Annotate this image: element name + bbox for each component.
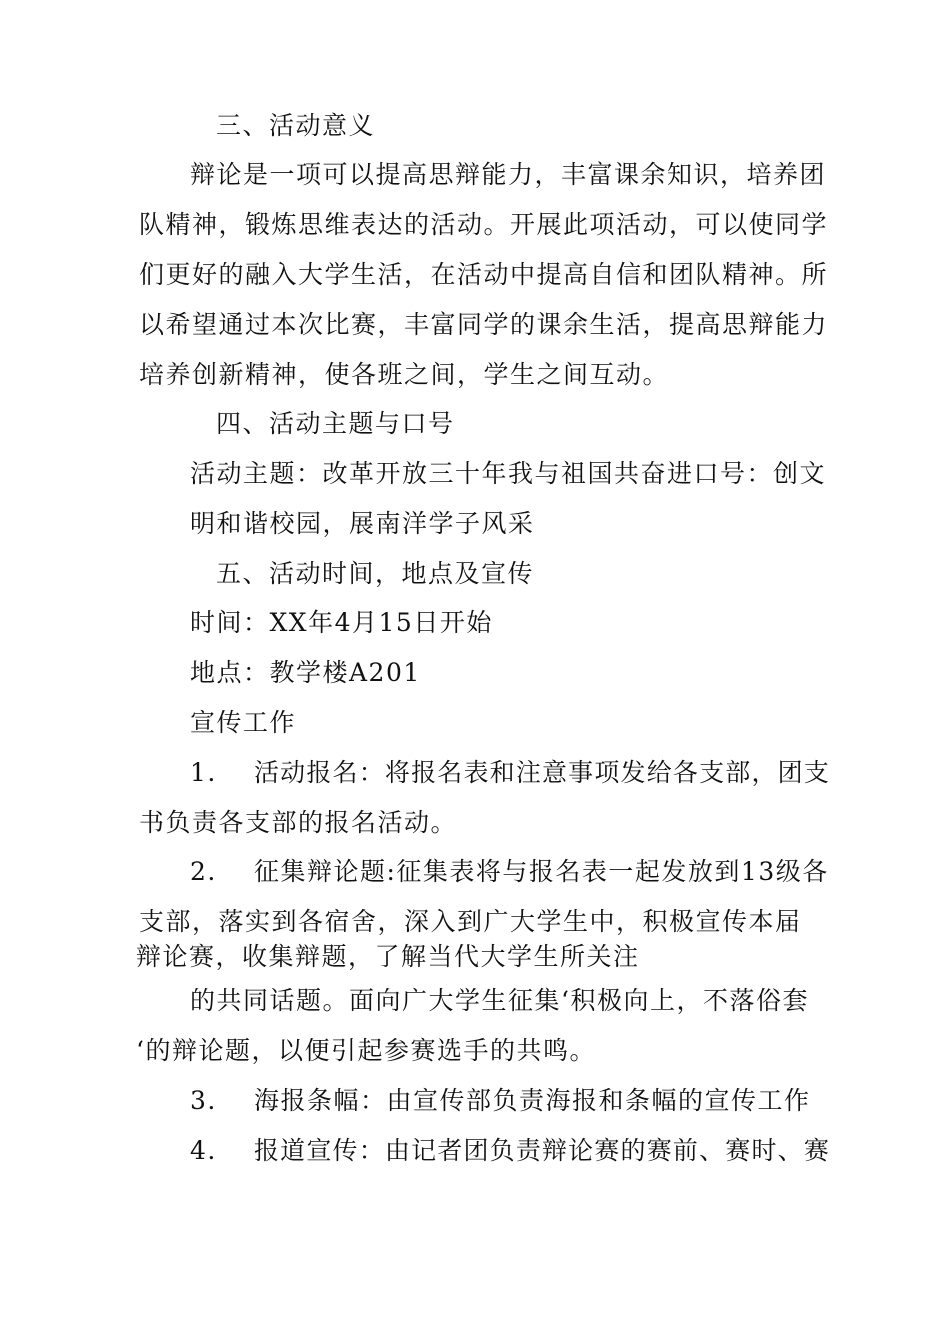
paragraph-line: 队精神，锻炼思维表达的活动。开展此项活动，可以使同学: [139, 210, 829, 239]
paragraph-line: 辩论是一项可以提高思辩能力，丰富课余知识，培养团: [190, 160, 827, 189]
paragraph-line: 以希望通过本次比赛，丰富同学的课余生活，提高思辩能力: [139, 310, 829, 339]
list-item-text: 征集辩论题:征集表将与报名表一起发放到13级各: [254, 857, 829, 886]
list-item-text: 报道宣传：由记者团负责辩论赛的赛前、赛时、赛: [254, 1136, 831, 1165]
time-line: 时间：XX年4月15日开始: [190, 608, 493, 637]
section-heading: 四、活动主题与口号: [216, 409, 455, 438]
paragraph-line: 活动主题：改革开放三十年我与祖国共奋进口号：创文: [190, 459, 827, 488]
list-item-number: 2.: [190, 857, 217, 886]
publicity-title: 宣传工作: [190, 708, 297, 737]
list-item-text: ‘的辩论题，以便引起参赛选手的共鸣。: [136, 1036, 596, 1065]
list-item-number: 1.: [190, 758, 217, 787]
paragraph-line: 明和谐校园，展南洋学子风采: [190, 509, 535, 538]
list-item-text: 支部，落实到各宿舍，深入到广大学生中，积极宣传本届: [139, 907, 802, 936]
list-item-text: 海报条幅：由宣传部负责海报和条幅的宣传工作: [254, 1086, 811, 1115]
list-item-text: 辩论赛，收集辩题，了解当代大学生所关注: [136, 942, 640, 971]
list-item-text: 的共同话题。面向广大学生征集‘积极向上，不落俗套: [190, 986, 809, 1015]
list-item-text: 书负责各支部的报名活动。: [139, 808, 458, 837]
section-heading: 三、活动意义: [216, 111, 376, 140]
list-item-number: 3.: [190, 1086, 217, 1115]
paragraph-line: 们更好的融入大学生活，在活动中提高自信和团队精神。所: [139, 260, 829, 289]
list-item-text: 活动报名：将报名表和注意事项发给各支部，团支: [254, 758, 831, 787]
list-item-number: 4.: [190, 1136, 217, 1165]
place-line: 地点：教学楼A201: [190, 658, 421, 687]
paragraph-line: 培养创新精神，使各班之间，学生之间互动。: [139, 360, 670, 389]
section-heading: 五、活动时间，地点及宣传: [216, 559, 535, 588]
